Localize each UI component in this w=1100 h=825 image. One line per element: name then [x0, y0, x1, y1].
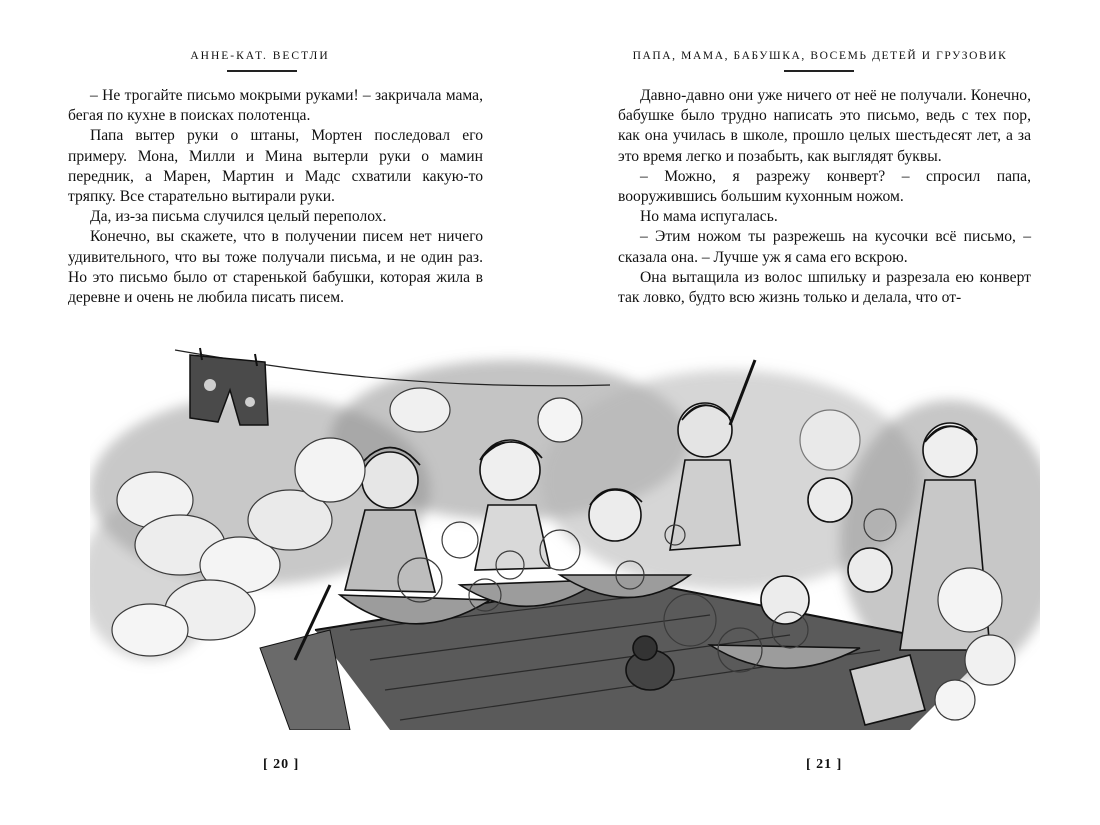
page-number: [ 20 ]: [263, 757, 300, 772]
page-number: [ 21 ]: [806, 757, 843, 772]
paragraph: Но мама испугалась.: [640, 208, 778, 226]
paragraph: – Не трогайте письмо мокрыми руками! – закричала мама, бегая по кухне в поисках полотенца.: [68, 87, 483, 125]
running-head-rule: [227, 70, 297, 72]
left-page-text: [68, 86, 483, 308]
washing-day-illustration: [90, 330, 1040, 730]
paragraph: Давно-давно они уже ничего от неё не получали. Конечно, бабушке было трудно написать это письмо, ведь с тех пор, как она училась в школе, прошло целых шестьдесят лет, а за это время легко и позабыть, как выглядят буквы.: [618, 87, 1031, 165]
paragraph: Конечно, вы скажете, что в получении писем нет ничего удивительного, что вы тоже получали письма, и не один раз. Но это письмо было от старенькой бабушки, которая жила в деревне и очень не любила писать писем.: [68, 228, 483, 307]
paragraph: – Этим ножом ты разрежешь на кусочки всё письмо, – сказала она. – Лучше уж я сама его вскрою.: [618, 228, 1031, 266]
paragraph: Да, из-за письма случился целый переполох.: [90, 208, 387, 226]
running-head-author: АННЕ-КАТ. ВЕСТЛИ: [190, 50, 330, 62]
right-page-text: [618, 86, 1031, 308]
running-head-title: ПАПА, МАМА, БАБУШКА, ВОСЕМЬ ДЕТЕЙ И ГРУЗОВИК: [632, 50, 1008, 62]
paragraph: Папа вытер руки о штаны, Мортен последовал его примеру. Мона, Милли и Мина вытерли руки о мамин передник, а Марен, Мартин и Мадс схватили какую-то тряпку. Все старательно вытирали руки.: [68, 127, 483, 206]
paragraph: – Можно, я разрежу конверт? – спросил папа, вооружившись большим кухонным ножом.: [618, 167, 1031, 206]
running-head-rule: [784, 70, 854, 72]
paragraph: Она вытащила из волос шпильку и разрезала ею конверт так ловко, будто всю жизнь только и делала, что от-: [618, 268, 1031, 307]
